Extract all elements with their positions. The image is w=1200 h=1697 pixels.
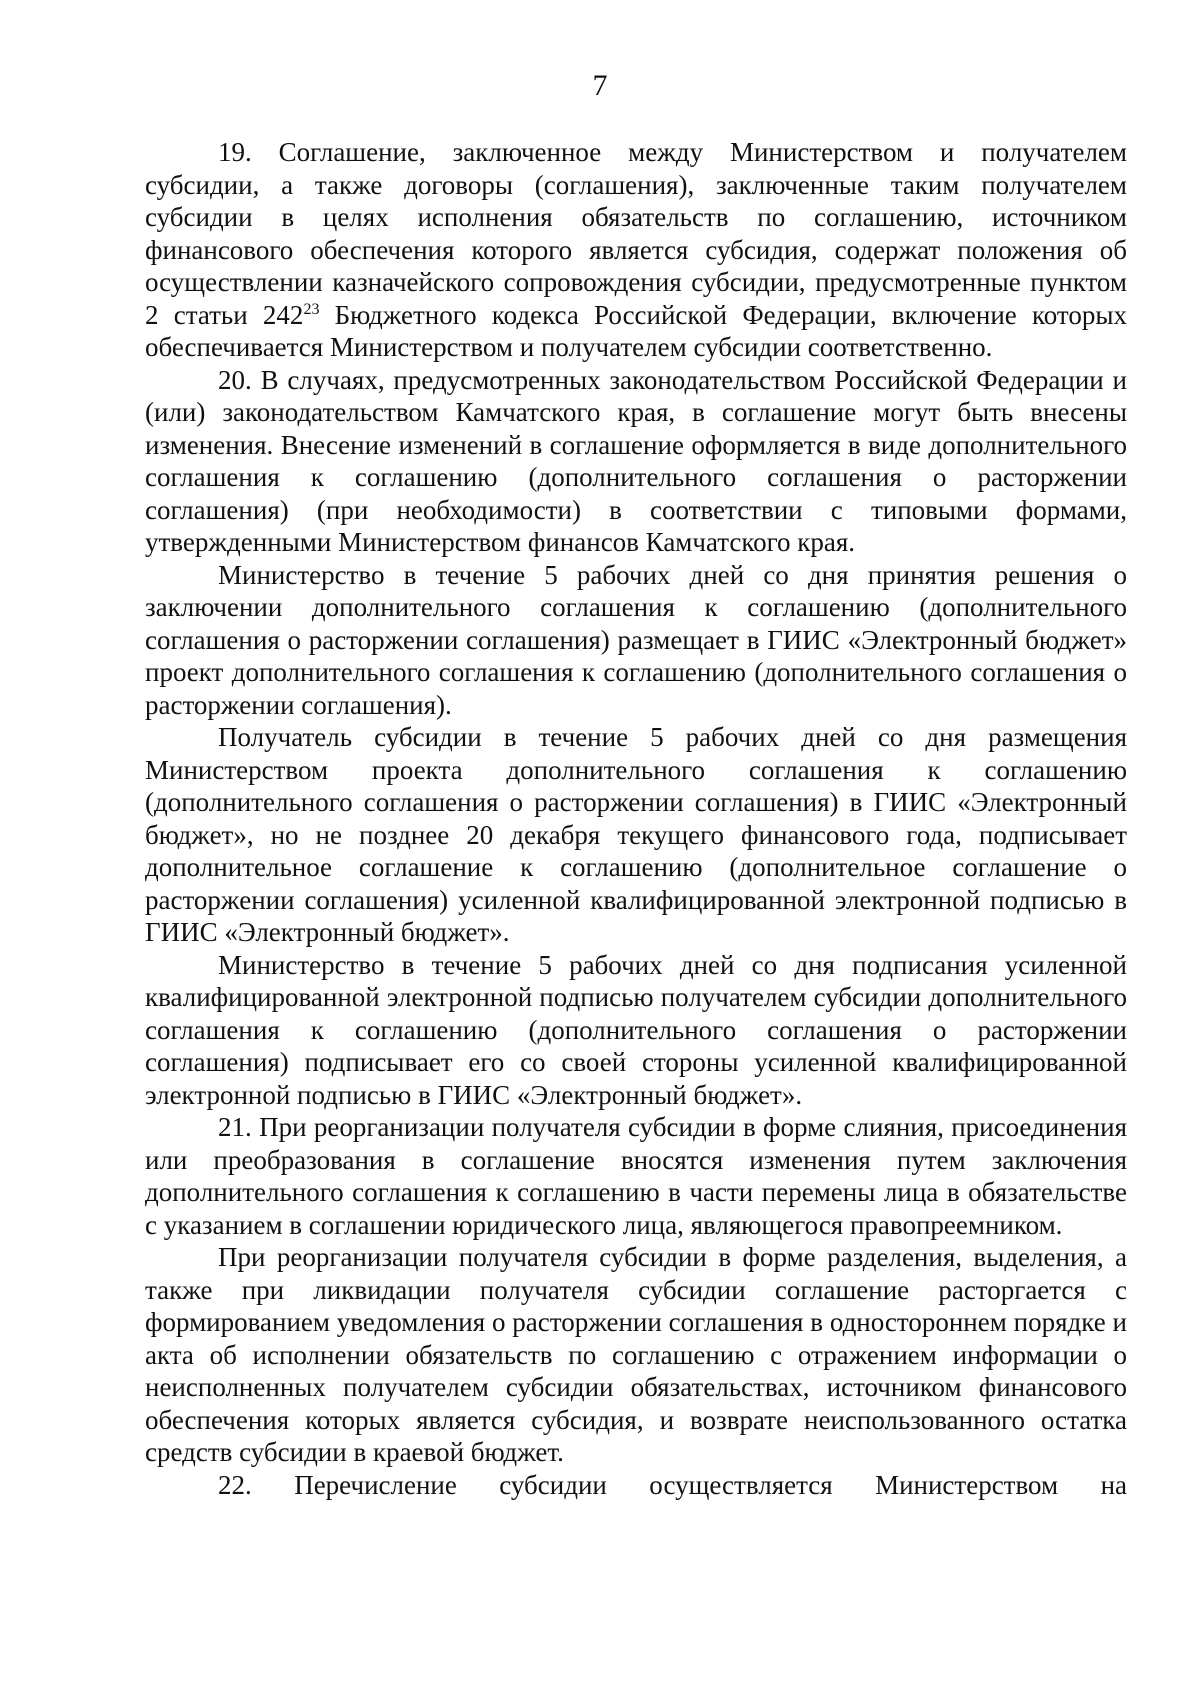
paragraph-20-recipient-signing: Получатель субсидии в течение 5 рабочих дней со дня размещения Министерством проекта дополнительного соглашения к соглашению (дополнительного соглашения о расторжении соглашения) в ГИИС «Электронный бюджет», но не позднее 20 декабря текущего финансового года, подписывает дополнительное соглашение к соглашению (дополнительное соглашение о расторжении соглашения) усиленной квалифицированной электронной подписью в ГИИС «Электронный бюджет».	[145, 722, 1127, 947]
paragraph-19-text: 19. Соглашение, заключенное между Министерством и получателем субсидии, а также договоры (соглашения), заключенные таким получателем субсидии в целях исполнения обязательств по соглашению, источником финансового обеспечения которого является субсидия, содержат положения об осуществлении казначейского сопровождения субсидии, предусмотренные пунктом 2 статьи 242	[145, 137, 1127, 330]
document-body	[145, 136, 1127, 1501]
paragraph-20-ministry-signing: Министерство в течение 5 рабочих дней со дня подписания усиленной квалифицированной электронной подписью получателем субсидии дополнительного соглашения к соглашению (дополнительного соглашения о расторжении соглашения) подписывает его со своей стороны усиленной квалифицированной электронной подписью в ГИИС «Электронный бюджет».	[145, 949, 1127, 1110]
paragraph-19-text-continued: Бюджетного кодекса Российской Федерации, включение которых обеспечивается Министерством и получателем субсидии соответственно.	[145, 299, 1127, 362]
article-superscript: 23	[303, 300, 320, 318]
paragraph-21: 21. При реорганизации получателя субсидии в форме слияния, присоединения или преобразования в соглашение вносятся изменения путем заключения дополнительного соглашения к соглашению в части перемены лица в обязательстве с указанием в соглашении юридического лица, являющегося правопреемником.	[145, 1112, 1127, 1240]
paragraph-22: 22. Перечисление субсидии осуществляется Министерством на	[218, 1469, 1127, 1500]
paragraph-21-division-liquidation: При реорганизации получателя субсидии в форме разделения, выделения, а также при ликвидации получателя субсидии соглашение расторгается с формированием уведомления о расторжении соглашения в одностороннем порядке и акта об исполнении обязательств по соглашению с отражением информации о неисполненных получателем субсидии обязательствах, источником финансового обеспечения которых является субсидия, и возврате неиспользованного остатка средств субсидии в краевой бюджет.	[145, 1242, 1127, 1467]
paragraph-19	[145, 136, 1127, 364]
page-number: 7	[592, 69, 608, 102]
paragraph-20-ministry-placement: Министерство в течение 5 рабочих дней со дня принятия решения о заключении дополнительного соглашения к соглашению (дополнительного соглашения о расторжении соглашения) размещает в ГИИС «Электронный бюджет» проект дополнительного соглашения к соглашению (дополнительного соглашения о расторжении соглашения).	[145, 559, 1127, 720]
paragraph-20: 20. В случаях, предусмотренных законодательством Российской Федерации и (или) законодательством Камчатского края, в соглашение могут быть внесены изменения. Внесение изменений в соглашение оформляется в виде дополнительного соглашения к соглашению (дополнительного соглашения о расторжении соглашения) (при необходимости) в соответствии с типовыми формами, утвержденными Министерством финансов Камчатского края.	[145, 364, 1127, 557]
